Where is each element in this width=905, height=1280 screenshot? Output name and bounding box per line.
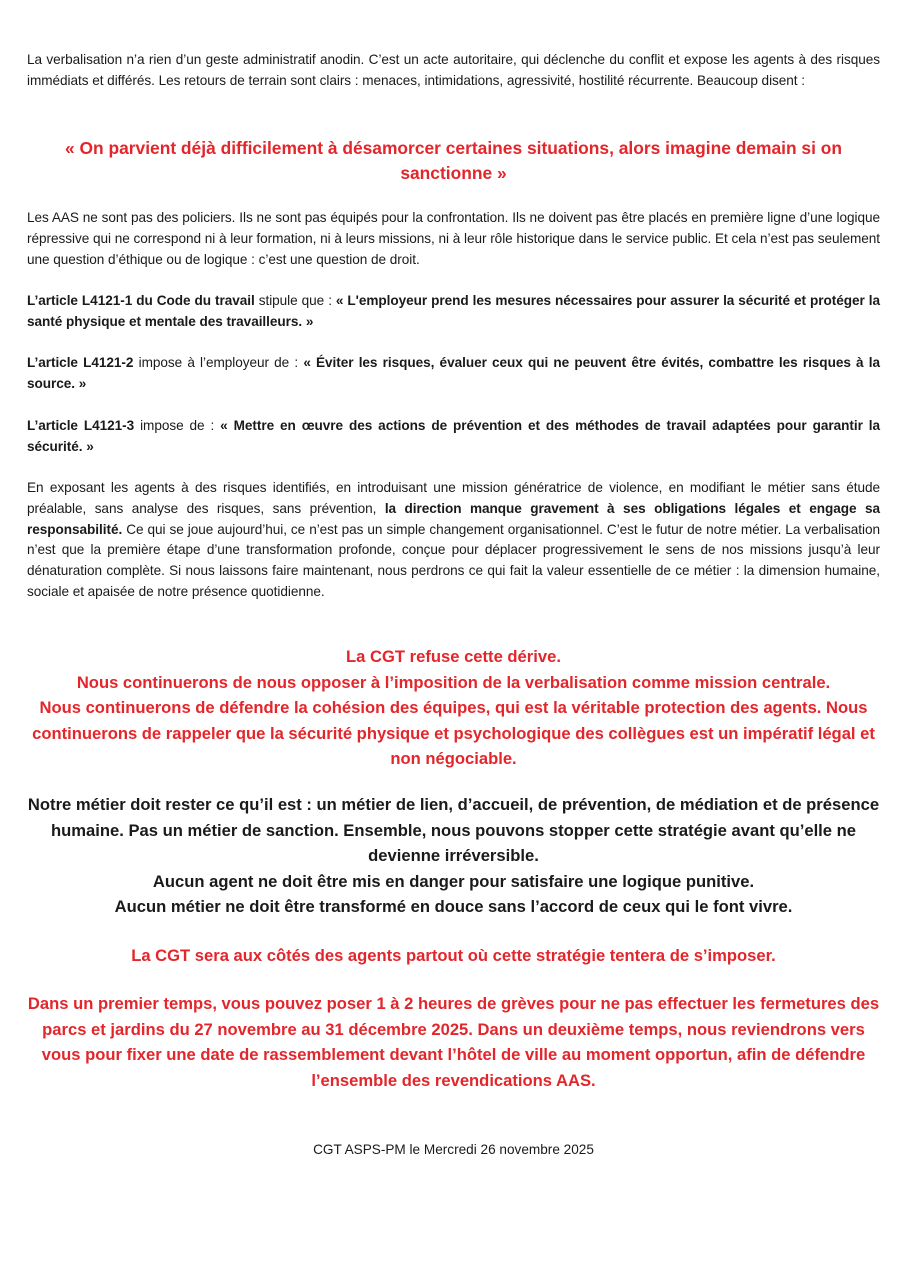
- article-verb: impose à l’employeur de :: [133, 355, 304, 370]
- field-quote: « On parvient déjà difficilement à désamorcer certaines situations, alors imagine demain si on sanctionne »: [64, 138, 843, 183]
- intro-paragraph: La verbalisation n’a rien d’un geste administratif anodin. C’est un acte autoritaire, qui déclenche du conflit et expose les agents à des risques immédiats et différés. Les retours de terrain sont clairs : menaces, intimidations, agressivité, hostilité récurrente. Beaucoup disent :: [27, 52, 880, 88]
- metier-block: [27, 792, 880, 920]
- article-l4121-2: [27, 353, 880, 395]
- exposure-paragraph: [27, 478, 880, 603]
- no-transformation: Aucun métier ne doit être transformé en douce sans l’accord de ceux qui le font vivre.: [114, 897, 793, 916]
- exposure-part1: En exposant les agents à des risques identifiés, en introduisant une mission génératrice de violence, en modifiant le métier sans étude préalable, sans analyse des risques, sans prévention,: [27, 480, 880, 516]
- article-text: « L'employeur prend les mesures nécessaires pour assurer la sécurité et protéger la santé physique et mentale des travailleurs. »: [27, 293, 880, 329]
- cgt-side-statement: La CGT sera aux côtés des agents partout où cette stratégie tentera de s’imposer.: [131, 946, 776, 965]
- signature: CGT ASPS-PM le Mercredi 26 novembre 2025: [313, 1142, 594, 1157]
- exposure-bold: la direction manque gravement à ses obligations légales et engage sa responsabilité.: [27, 500, 880, 537]
- metier-statement: Notre métier doit rester ce qu’il est : un métier de lien, d’accueil, de prévention, de médiation et de présence humaine. Pas un métier de sanction. Ensemble, nous pouvons stopper cette stratégie avant qu’elle ne devienne irréversible.: [27, 795, 880, 865]
- article-verb: stipule que :: [254, 293, 336, 308]
- cgt-oppose: Nous continuerons de nous opposer à l’imposition de la verbalisation comme mission centrale.: [76, 672, 831, 692]
- no-agent-danger: Aucun agent ne doit être mis en danger pour satisfaire une logique punitive.: [152, 871, 755, 891]
- article-ref: L’article L4121-2: [27, 355, 134, 370]
- cgt-refuse: La CGT refuse cette dérive.: [346, 647, 561, 666]
- article-l4121-1: [27, 291, 880, 333]
- article-ref: L’article L4121-3: [27, 418, 135, 433]
- article-text: « Éviter les risques, évaluer ceux qui ne peuvent être évités, combattre les risques à la source. »: [27, 355, 880, 391]
- article-ref: L’article L4121-1 du Code du travail: [27, 293, 255, 308]
- article-verb: impose de :: [134, 418, 221, 433]
- article-l4121-3: [27, 416, 880, 458]
- cgt-defend: Nous continuerons de défendre la cohésion des équipes, qui est la véritable protection des agents. Nous continuerons de rappeler que la sécurité physique et psychologique des collègues est un impératif légal et non négociable.: [32, 698, 875, 768]
- exposure-part2: Ce qui se joue aujourd’hui, ce n’est pas un simple changement organisationnel. C’est le futur de notre métier. La verbalisation n’est que la première étape d’une transformation profonde, conçue pour déplacer progressivement le sens de nos missions jusqu’à leur dénaturation complète. Si nous laissons faire maintenant, nous perdrons ce qui fait la valeur essentielle de ce métier : la dimension humaine, sociale et apaisée de notre présence quotidienne.: [27, 521, 880, 599]
- article-text: « Mettre en œuvre des actions de prévention et des méthodes de travail adaptées pour garantir la sécurité. »: [27, 418, 880, 454]
- action-call: Dans un premier temps, vous pouvez poser 1 à 2 heures de grèves pour ne pas effectuer les fermetures des parcs et jardins du 27 novembre au 31 décembre 2025. Dans un deuxième temps, nous reviendrons vers vous pour fixer une date de rassemblement devant l’hôtel de ville au moment opportun, afin de défendre l’ensemble des revendications AAS.: [27, 994, 880, 1090]
- aas-paragraph: Les AAS ne sont pas des policiers. Ils ne sont pas équipés pour la confrontation. Ils ne doivent pas être placés en première ligne d’une logique répressive qui ne correspond ni à leur formation, ni à leurs missions, ni à leur rôle historique dans le service public. Et cela n’est pas seulement une question d’éthique ou de logique : c’est une question de droit.: [27, 210, 880, 267]
- cgt-block: [27, 644, 880, 772]
